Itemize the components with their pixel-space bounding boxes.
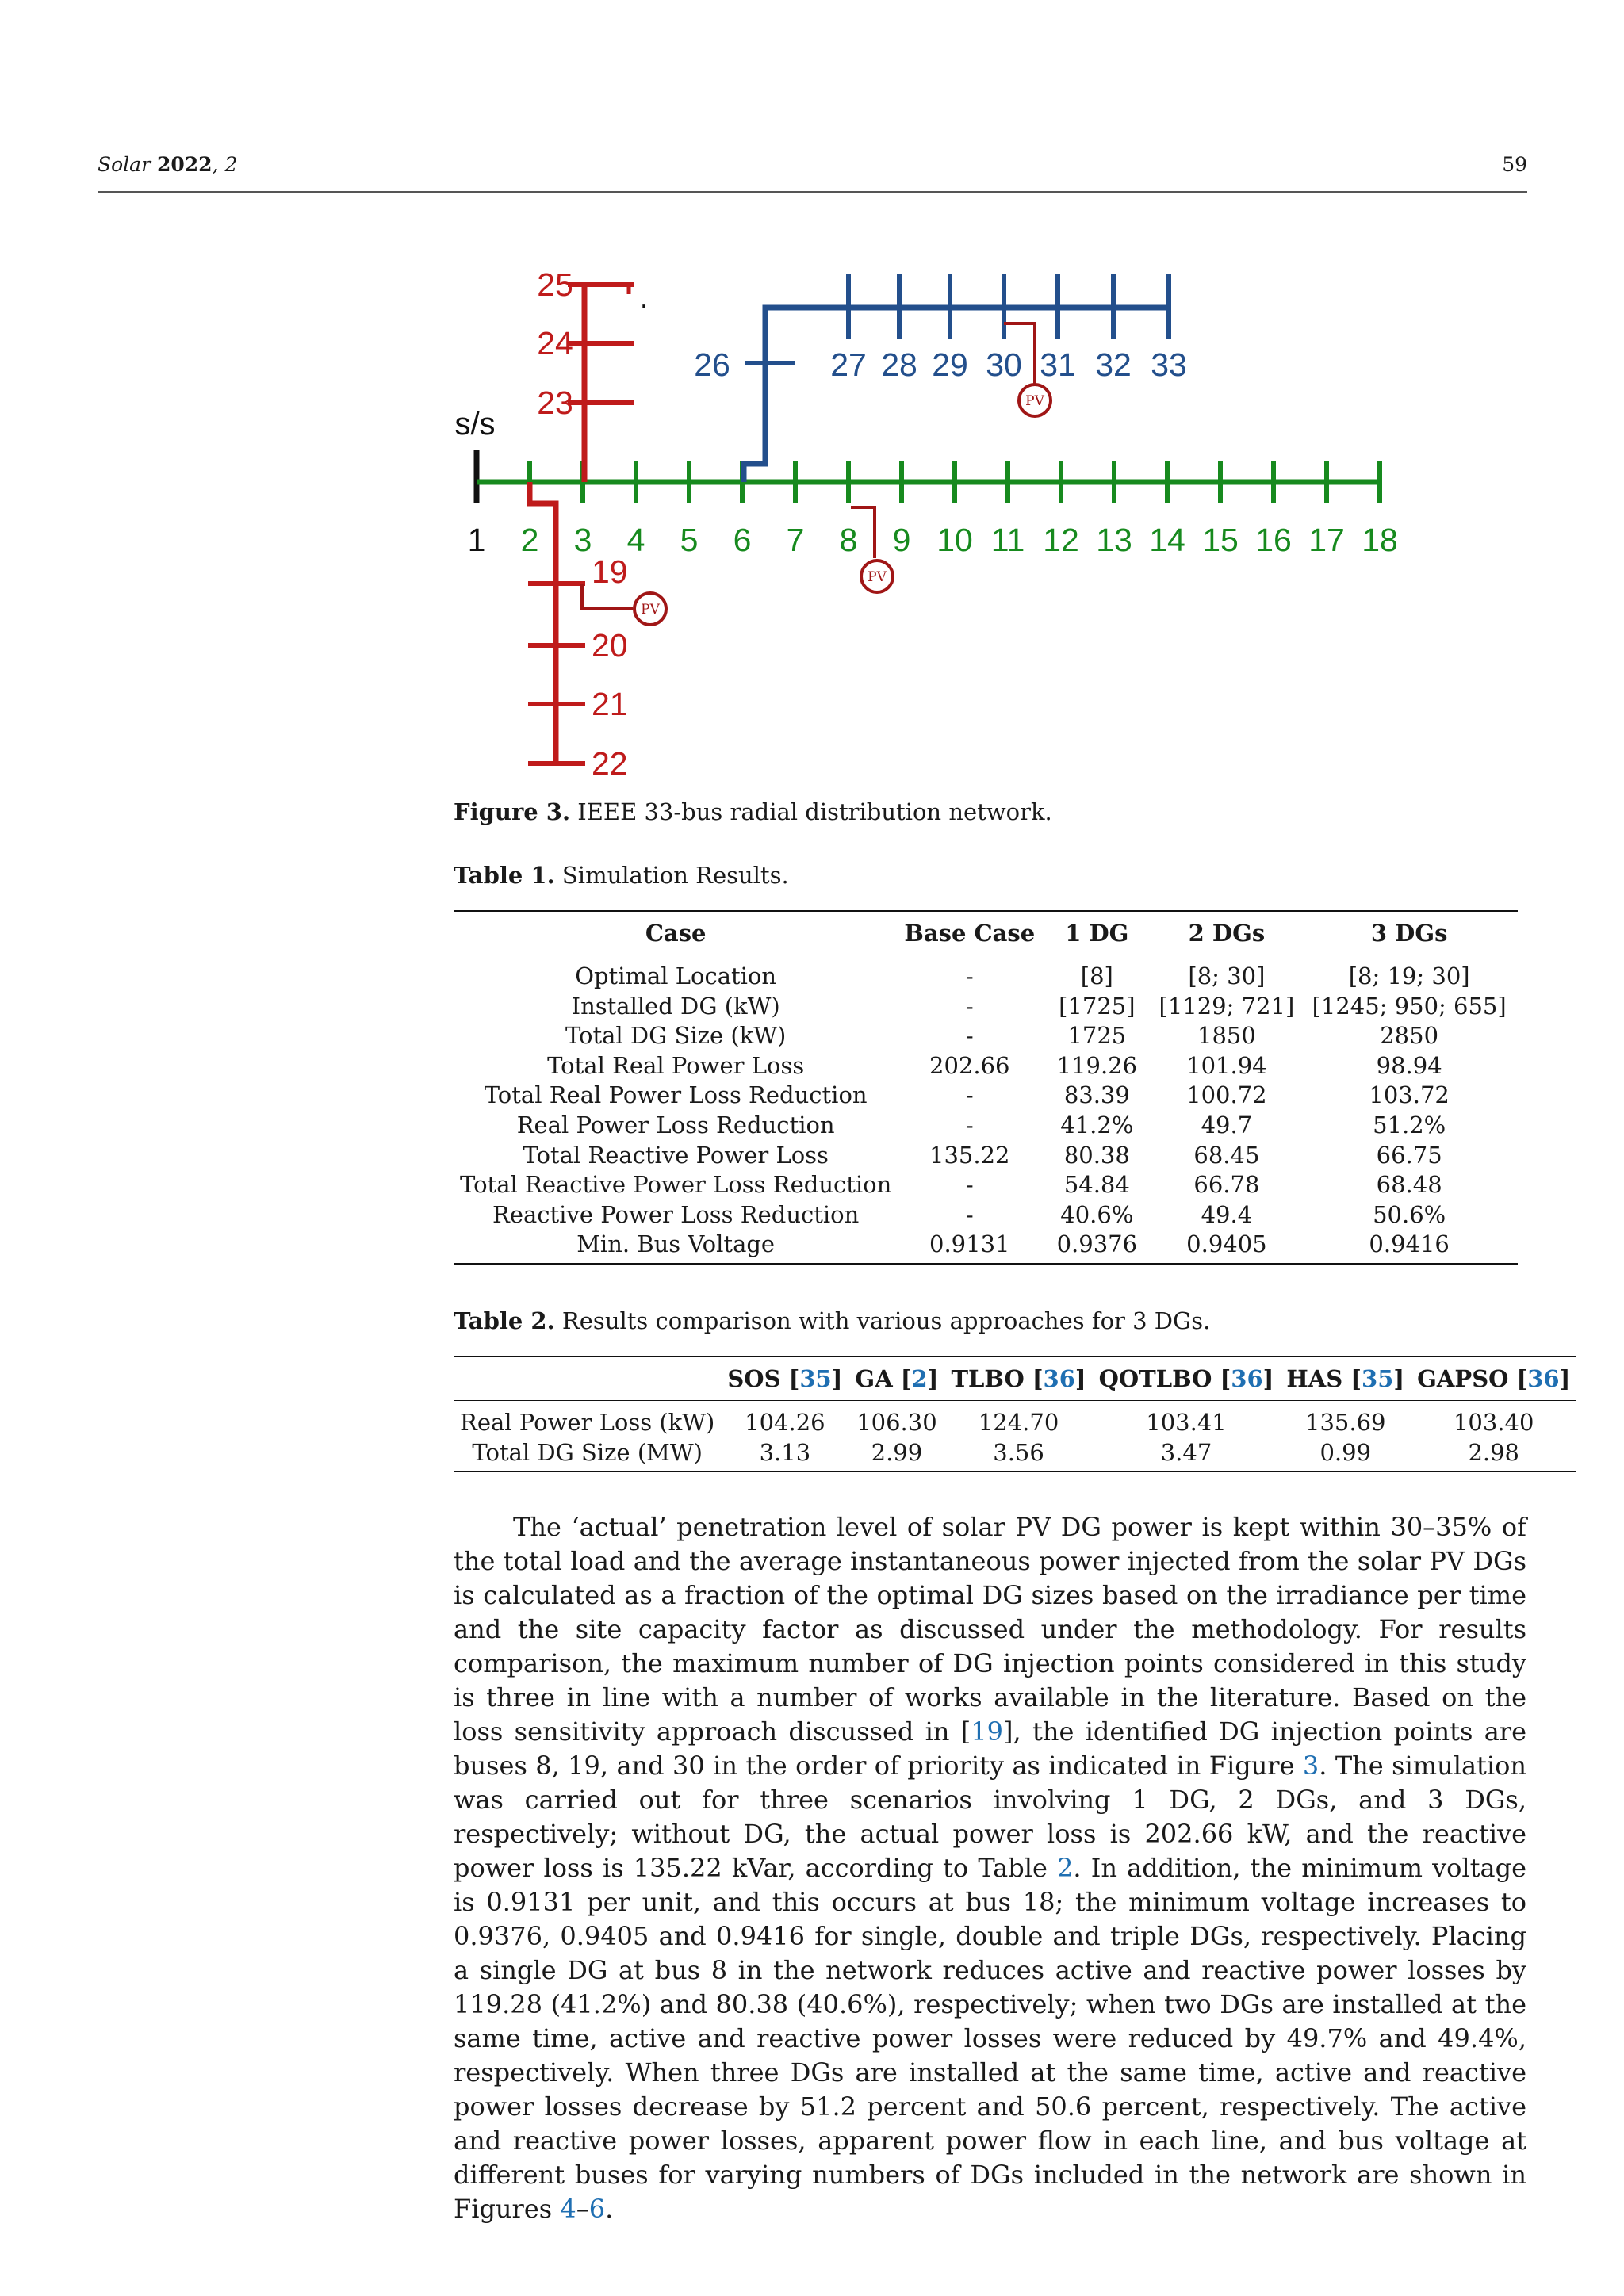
bus-label: 22 (592, 745, 628, 782)
table2-cell: 103.40 (1453, 1409, 1534, 1436)
journal-name: Solar (98, 153, 151, 176)
table1-cell: 119.26 (1056, 1051, 1138, 1079)
table1-cell: 0.9405 (1186, 1230, 1267, 1258)
bus-label: 6 (733, 522, 752, 558)
figure-caption-text: IEEE 33-bus radial distribution network. (570, 798, 1052, 825)
lateral-26-33-line (744, 308, 1169, 482)
table1-cell: 54.84 (1063, 1171, 1130, 1199)
body-text-run: – (576, 2194, 589, 2224)
figure-caption (454, 798, 1052, 825)
table1-cell: - (965, 1022, 974, 1050)
table1-cell: - (965, 1111, 974, 1138)
bracket: ] (1074, 1365, 1086, 1392)
table2-caption (454, 1307, 1210, 1334)
table1-wrapper (454, 910, 1518, 1265)
bracket: ] (1393, 1365, 1405, 1392)
table1-cell: [8; 19; 30] (1348, 962, 1470, 989)
body-text-run: ], the identified DG injection points are buses 8, 19, and 30 in the order of priority as indicated in Figure (454, 1716, 1527, 1781)
cross-reference-link[interactable]: 2 (1057, 1853, 1074, 1883)
table1-cell: - (965, 1200, 974, 1228)
table1-cell: [8; 30] (1188, 962, 1266, 989)
table1-cell: Total Reactive Power Loss (523, 1141, 829, 1169)
table1-cell: 68.45 (1193, 1141, 1260, 1169)
bus-label: . (639, 281, 649, 314)
citation-link[interactable]: 35 (799, 1365, 832, 1392)
table1-caption-label: Table 1. (454, 862, 555, 889)
table1-cell: 41.2% (1060, 1111, 1134, 1138)
table1-row (454, 1141, 1518, 1171)
table1-cell: Real Power Loss Reduction (516, 1111, 835, 1138)
table1-cell: 202.66 (929, 1051, 1010, 1079)
table1-cell: 40.6% (1060, 1200, 1134, 1228)
table2-row (454, 1437, 1576, 1471)
table2-cell: 3.47 (1160, 1439, 1212, 1466)
table1-row (454, 1230, 1518, 1264)
bus-label: 27 (830, 346, 867, 383)
table1-cell: Total Reactive Power Loss Reduction (460, 1171, 892, 1199)
citation-link[interactable]: 36 (1527, 1365, 1560, 1392)
method-name: HAS [ (1286, 1365, 1362, 1392)
table1-cell: [1245; 950; 655] (1312, 992, 1507, 1020)
body-text-run: . In addition, the minimum voltage is 0.9131 per unit, and this occurs at bus 18; the minimum voltage increases to 0.9376, 0.9405 and 0.9416 for single, double and triple DGs, respectively. Placing a single DG at bus 8 in the network reduces active and reactive power losses by 119.28 (41.2%) and 80.38 (40.6%), respectively; when two DGs are installed at the same time, active and reactive power losses were reduced by 49.7% and 49.4%, respectively. When three DGs are installed at the same time, active and reactive power losses decrease by 51.2 percent and 50.6 percent, respectively. The active and reactive power losses, apparent power flow in each line, and bus voltage at different buses for varying numbers of DGs included in the network are shown in Figures (454, 1853, 1527, 2224)
bracket: ] (927, 1365, 939, 1392)
table1-cell: 101.94 (1186, 1051, 1267, 1079)
bus-label: 31 (1040, 346, 1076, 383)
table2-cell: Total DG Size (MW) (472, 1439, 703, 1466)
bus-label: 13 (1096, 522, 1132, 558)
table1-cell: Total Real Power Loss (547, 1051, 805, 1079)
method-name: GA [ (855, 1365, 912, 1392)
table1-cell: Total Real Power Loss Reduction (484, 1081, 868, 1109)
comparison-table (454, 1356, 1576, 1472)
table1-cell: Total DG Size (kW) (565, 1022, 787, 1050)
bus-label: 15 (1202, 522, 1239, 558)
table1-header-cell: Base Case (904, 920, 1036, 947)
table2-cell: 104.26 (745, 1409, 825, 1436)
bus-label: 9 (892, 522, 911, 558)
table1-cell: 66.75 (1376, 1141, 1442, 1169)
table1-cell: 103.72 (1369, 1081, 1450, 1109)
method-name: SOS [ (727, 1365, 800, 1392)
table1-row (454, 1051, 1518, 1081)
table2-cell: 2.98 (1468, 1439, 1520, 1466)
method-name: TLBO [ (951, 1365, 1044, 1392)
table1-row (454, 1111, 1518, 1141)
bus-label: 33 (1151, 346, 1187, 383)
bus-label: 1 (467, 522, 486, 558)
table1-cell: 1850 (1197, 1022, 1256, 1050)
bus-label: 4 (626, 522, 645, 558)
bus-label: 25 (537, 266, 573, 303)
table1-cell: 83.39 (1063, 1081, 1130, 1109)
table1-cell: 51.2% (1373, 1111, 1446, 1138)
bus-label: 16 (1255, 522, 1292, 558)
journal-year: 2022 (156, 153, 213, 176)
table2-cell: 3.13 (759, 1439, 811, 1466)
table2-header-cell (944, 1357, 1092, 1401)
table1-cell: [1725] (1059, 992, 1136, 1020)
table2-wrapper (454, 1356, 1571, 1472)
citation-link[interactable]: 36 (1043, 1365, 1075, 1392)
table2-corner-cell (454, 1357, 721, 1401)
bus-label: 2 (520, 522, 539, 558)
table1-cell: 66.78 (1193, 1171, 1260, 1199)
table1-cell: 100.72 (1186, 1081, 1267, 1109)
table2-header-cell (1411, 1357, 1576, 1401)
bracket: ] (1262, 1365, 1274, 1392)
table1-cell: 98.94 (1376, 1051, 1442, 1079)
bus-label: 5 (680, 522, 699, 558)
table1-cell: 50.6% (1373, 1200, 1446, 1228)
bus-label: 24 (537, 325, 573, 362)
table1-row (454, 1200, 1518, 1230)
citation-link[interactable]: 35 (1362, 1365, 1394, 1392)
table1-cell: 0.9376 (1056, 1230, 1138, 1258)
bus-label: 20 (592, 627, 628, 664)
table1-cell: 49.7 (1201, 1111, 1253, 1138)
citation-link[interactable]: 36 (1231, 1365, 1263, 1392)
table1-cell: - (965, 1081, 974, 1109)
table2-caption-text: Results comparison with various approaches for 3 DGs. (554, 1307, 1211, 1334)
table1-cell: 2850 (1380, 1022, 1439, 1050)
bus-label: 30 (986, 346, 1022, 383)
table2-cell: 124.70 (978, 1409, 1059, 1436)
table2-cell: 135.69 (1305, 1409, 1386, 1436)
table2-cell: Real Power Loss (kW) (460, 1409, 715, 1436)
table2-row (454, 1401, 1576, 1438)
table1-cell: Optimal Location (575, 962, 777, 989)
figure-caption-label: Figure 3. (454, 798, 571, 825)
table1-cell: [8] (1080, 962, 1113, 989)
table2-header-cell (1093, 1357, 1281, 1401)
bus-label: 3 (573, 522, 592, 558)
table1-cell: Min. Bus Voltage (576, 1230, 776, 1258)
table2-cell: 2.99 (871, 1439, 923, 1466)
table1-cell: 1725 (1067, 1022, 1127, 1050)
bus-label: 32 (1095, 346, 1132, 383)
table1-cell: - (965, 1171, 974, 1199)
method-name: QOTLBO [ (1098, 1365, 1231, 1392)
table1-cell: - (965, 992, 974, 1020)
table2-cell: 0.99 (1320, 1439, 1372, 1466)
table1-cell: 0.9416 (1369, 1230, 1450, 1258)
table2-header-cell (848, 1357, 944, 1401)
table1-cell: 135.22 (929, 1141, 1010, 1169)
table1-header-cell: 1 DG (1065, 920, 1129, 947)
bus-label: 10 (936, 522, 973, 558)
bracket: ] (831, 1365, 843, 1392)
bracket: ] (1559, 1365, 1571, 1392)
bus-label: 7 (786, 522, 805, 558)
table2-cell: 106.30 (856, 1409, 937, 1436)
table2-header-cell (1280, 1357, 1411, 1401)
table1-row (454, 1021, 1518, 1051)
bus-label: 29 (932, 346, 968, 383)
table1-cell: Reactive Power Loss Reduction (492, 1200, 860, 1228)
table2-cell: 103.41 (1146, 1409, 1227, 1436)
bus-label: 18 (1362, 522, 1398, 558)
ieee-33-bus-diagram (412, 250, 1411, 789)
table1-caption (454, 862, 789, 889)
method-name: GAPSO [ (1417, 1365, 1528, 1392)
bus-label: 8 (839, 522, 858, 558)
table1-cell: 0.9131 (929, 1230, 1010, 1258)
bus-label: 11 (990, 522, 1025, 558)
bus-label: 21 (592, 686, 628, 722)
table1-cell: Installed DG (kW) (571, 992, 780, 1020)
body-paragraph (454, 1510, 1526, 2226)
bus-label: 26 (694, 346, 730, 383)
table1-caption-text: Simulation Results. (554, 862, 789, 889)
table2-header-cell (721, 1357, 848, 1401)
table1-row (454, 955, 1518, 992)
pv-label: PV (868, 569, 887, 585)
table1-header-row (454, 911, 1518, 955)
bus-label: 19 (592, 553, 628, 590)
body-text-run: . (605, 2194, 614, 2224)
running-header (98, 153, 237, 176)
table2-cell: 3.56 (993, 1439, 1044, 1466)
bus-label: s/s (454, 407, 496, 442)
bus-label: 28 (881, 346, 917, 383)
table1-cell: [1129; 721] (1159, 992, 1295, 1020)
journal-volume: , 2 (212, 153, 238, 176)
bus-label: 23 (537, 385, 573, 421)
citation-link[interactable]: 2 (911, 1365, 928, 1392)
cross-reference-link[interactable]: 19 (971, 1716, 1004, 1747)
cross-reference-link[interactable]: 4 (560, 2194, 576, 2224)
cross-reference-link[interactable]: 3 (1302, 1751, 1320, 1781)
table1-cell: 80.38 (1063, 1141, 1130, 1169)
bus-label: 12 (1043, 522, 1079, 558)
table1-header-cell: Case (645, 920, 707, 947)
pv-label: PV (1025, 393, 1044, 409)
bus-label: 14 (1149, 522, 1185, 558)
page-number: 59 (1502, 153, 1527, 176)
body-text (454, 1510, 1526, 2226)
table1-header-cell: 2 DGs (1188, 920, 1266, 947)
table1-header-cell: 3 DGs (1370, 920, 1448, 947)
table1-cell: 68.48 (1376, 1171, 1442, 1199)
table1-cell: 49.4 (1201, 1200, 1253, 1228)
simulation-results-table (454, 910, 1518, 1265)
table1-row (454, 1170, 1518, 1200)
body-text-run: . The simulation was carried out for three scenarios involving 1 DG, 2 DGs, and 3 DGs, respectively; without DG, the actual power loss is 202.66 kW, and the reactive power loss is 135.22 kVar, according to Table (454, 1751, 1527, 1883)
table1-row (454, 1081, 1518, 1111)
pv-label: PV (641, 602, 660, 618)
bus-label: 17 (1308, 522, 1345, 558)
table2-header-row (454, 1357, 1576, 1401)
body-text-run: The ‘actual’ penetration level of solar PV DG power is kept within 30–35% of the total load and the average instantaneous power injected from the solar PV DGs is calculated as a fraction of the optimal DG sizes based on the irradiance per time and the site capacity factor as discussed under the methodology. For results comparison, the maximum number of DG injection points considered in this study is three in line with a number of works available in the literature. Based on the loss sensitivity approach discussed in [ (454, 1512, 1526, 1747)
table1-row (454, 992, 1518, 1022)
table2-caption-label: Table 2. (454, 1307, 555, 1334)
header-divider (98, 191, 1527, 193)
cross-reference-link[interactable]: 6 (588, 2194, 606, 2224)
table1-cell: - (965, 962, 974, 989)
